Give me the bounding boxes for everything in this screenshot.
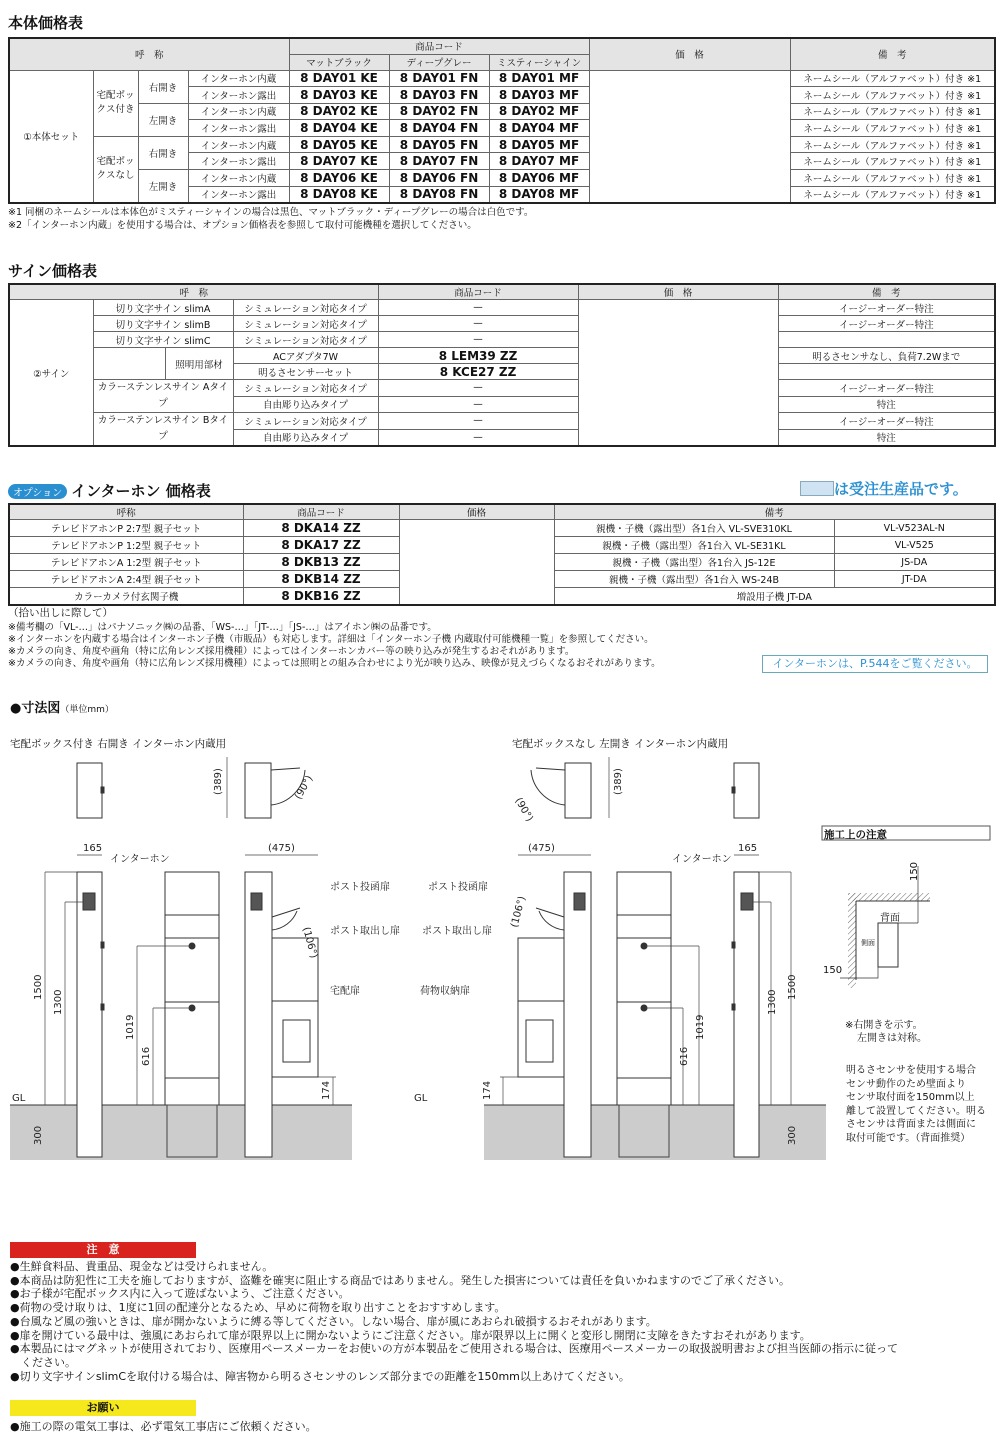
install-side-label: 側面 (861, 939, 875, 947)
drawing-label: 174 (482, 1080, 493, 1100)
drawing-label: (389) (613, 768, 624, 795)
drawing-label: ポスト投函扉 (428, 882, 488, 893)
intercom-reference-link[interactable]: インターホンは、P.544をご覧ください。 (762, 655, 988, 673)
caution-item: ●台風など風の強いときは、扉が開かないように縛る等してください。しない場合、扉が風にあおられ破損するおそれがあります。 (10, 1314, 657, 1328)
table-cell: 増設用子機 JT-DA (554, 588, 995, 605)
install-back-label: 背面 (880, 913, 900, 924)
drawing-label: (90°) (293, 773, 316, 802)
table-cell: テレビドアホンA 2:4型 親子セット (9, 571, 243, 588)
table-cell: 8 DAY05 KE (289, 136, 389, 153)
item-type: シミュレーション対応タイプ (233, 413, 378, 430)
item-remark: イージーオーダー特注 (778, 413, 995, 430)
drawing-label: 300 (787, 1125, 798, 1145)
item-code: — (378, 316, 578, 332)
item-type: シミュレーション対応タイプ (233, 300, 378, 316)
option-note: ※カメラの向き、角度や画角（特に広角レンズ採用機種）によってはインターホンカバー等の映り込みが発生するおそれがあります。 (8, 646, 575, 657)
item-remark: 特注 (778, 429, 995, 446)
header-color: ミスティーシャイン (489, 54, 589, 70)
install-title: 施工上の注意 (824, 829, 887, 841)
install-text-line: 明るさセンサを使用する場合 (846, 1065, 976, 1076)
table-cell: テレビドアホンP 1:2型 親子セット (9, 537, 243, 554)
table-cell: VL-V523AL-N (834, 520, 995, 537)
opening-side: 右開き (138, 136, 188, 169)
header-price: 価 格 (589, 38, 790, 70)
item-remark: イージーオーダー特注 (778, 316, 995, 332)
header-remark: 備 考 (790, 38, 995, 70)
sign-table-title: サイン価格表 (8, 262, 97, 280)
table-cell: ネームシール（アルファベット）付き ※1 (790, 70, 995, 87)
item-name: 切り文字サイン slimC (93, 332, 233, 348)
caution-banner: 注 意 (10, 1242, 196, 1258)
drawing-label: (389) (213, 768, 224, 795)
item-code: — (378, 429, 578, 446)
table-cell: 8 DKA17 ZZ (243, 537, 399, 554)
drawing-label: インターホン (110, 854, 170, 865)
table-cell: 8 DAY03 FN (389, 87, 489, 104)
table-cell: インターホン露出 (188, 186, 289, 203)
table-cell: JT-DA (834, 571, 995, 588)
item-type: シミュレーション対応タイプ (233, 332, 378, 348)
item-name: 照明用部材 (165, 348, 233, 380)
table-cell: JS-DA (834, 554, 995, 571)
table-cell: 8 DAY01 MF (489, 70, 589, 87)
header-code: 商品コード (289, 38, 589, 54)
table-cell: ネームシール（アルファベット）付き ※1 (790, 170, 995, 187)
drawing-label: 1019 (695, 1014, 706, 1040)
item-name: 切り文字サイン slimA (93, 300, 233, 316)
header-remark: 備考 (554, 504, 995, 520)
drawing-label: 1019 (125, 1014, 136, 1040)
drawing-label: 1300 (53, 989, 64, 1015)
item-type: 自由彫り込みタイプ (233, 396, 378, 413)
table-cell: 8 DAY06 MF (489, 170, 589, 187)
table-cell: ネームシール（アルファベット）付き ※1 (790, 120, 995, 137)
table-cell: 8 DAY04 MF (489, 120, 589, 137)
table-cell: 8 DAY07 KE (289, 153, 389, 170)
table-cell: インターホン露出 (188, 120, 289, 137)
table-cell: ネームシール（アルファベット）付き ※1 (790, 103, 995, 120)
left-drawing-title: 宅配ボックス付き 右開き インターホン内蔵用 (10, 738, 227, 750)
table-cell: 8 DAY05 FN (389, 136, 489, 153)
item-code: — (378, 300, 578, 316)
item-code: — (378, 332, 578, 348)
header-code: 商品コード (378, 284, 578, 300)
right-drawing-title: 宅配ボックスなし 左開き インターホン内蔵用 (512, 738, 729, 750)
drawing-label: 174 (321, 1080, 332, 1100)
drawing-label: GL (414, 1093, 428, 1104)
install-text-line: 離して設置してください。明る (846, 1105, 986, 1117)
item-type: 明るさセンサーセット (233, 364, 378, 380)
caution-item: ●本商品は防犯性に工夫を施しておりますが、盗難を確実に阻止する商品ではありません。発生した損害については責任を負いかねますのでご了承ください。 (10, 1273, 791, 1287)
install-dim-back: 150 (909, 861, 921, 882)
header-name: 呼 称 (9, 38, 289, 70)
install-dim-side: 150 (823, 965, 843, 976)
drawing-label: 165 (738, 843, 758, 854)
item-type: シミュレーション対応タイプ (233, 316, 378, 332)
drawing-label: 616 (141, 1046, 152, 1066)
drawing-label: (90°) (512, 796, 535, 824)
item-type: 自由彫り込みタイプ (233, 429, 378, 446)
drawing-title-text: ●寸法図 (10, 701, 61, 716)
table-cell: 親機・子機（露出型）各1台入 VL-SE31KL (554, 537, 834, 554)
table-cell: VL-V525 (834, 537, 995, 554)
table-cell: 親機・子機（露出型）各1台入 JS-12E (554, 554, 834, 571)
table-cell: ネームシール（アルファベット）付き ※1 (790, 136, 995, 153)
caution-item: ●切り文字サインslimCを取付ける場合は、障害物から明るさセンサのレンズ部分までの距離を150mm以上あけてください。 (10, 1369, 630, 1383)
opening-side: 右開き (138, 70, 188, 103)
table-cell: 8 DKB14 ZZ (243, 571, 399, 588)
table-cell: インターホン内蔵 (188, 170, 289, 187)
option-note: ※インターホンを内蔵する場合はインターホン子機（市販品）も対応します。詳細は「インターホン子機 内蔵取付可能機種一覧」を参照してください。 (8, 634, 654, 645)
main-table-title: 本体価格表 (8, 14, 84, 32)
drawing-label: 1500 (787, 974, 798, 1000)
header-color: マットブラック (289, 54, 389, 70)
header-remark: 備 考 (778, 284, 995, 300)
table-cell: 8 DAY01 FN (389, 70, 489, 87)
table-cell: 8 DAY02 FN (389, 103, 489, 120)
table-cell: 8 DAY03 MF (489, 87, 589, 104)
table-cell: 8 DAY04 FN (389, 120, 489, 137)
install-note-2: 左開きは対称。 (857, 1033, 927, 1044)
item-name: カラーステンレスサイン Aタイプ (93, 380, 233, 413)
install-note-1: ※右開きを示す。 (845, 1020, 923, 1031)
item-name: 切り文字サイン slimB (93, 316, 233, 332)
caution-item: ください。 (10, 1355, 76, 1369)
header-code: 商品コード (243, 504, 399, 520)
box-type: 宅配ボックス付き (93, 70, 138, 136)
caution-item: ●生鮮食料品、貴重品、現金などは受けられません。 (10, 1260, 274, 1273)
drawing-label: GL (12, 1093, 26, 1104)
table-cell: 8 DAY02 KE (289, 103, 389, 120)
table-cell: 8 DAY04 KE (289, 120, 389, 137)
drawing-label: 宅配扉 (330, 986, 360, 997)
item-code: — (378, 380, 578, 397)
drawing-label: 1500 (33, 974, 44, 1000)
item-remark: 特注 (778, 396, 995, 413)
legend-text: は受注生産品です。 (834, 480, 968, 498)
group-label: ①本体セット (9, 70, 93, 203)
table-cell: 8 DKA14 ZZ (243, 520, 399, 537)
table-cell: 8 DAY02 MF (489, 103, 589, 120)
header-price: 価格 (399, 504, 554, 520)
request-banner: お願い (10, 1400, 196, 1416)
drawing-label: (106°) (509, 895, 529, 929)
option-tag: オプション (8, 484, 67, 499)
table-cell: インターホン内蔵 (188, 70, 289, 87)
header-name: 呼 称 (9, 284, 378, 300)
drawing-label: 300 (33, 1125, 44, 1145)
drawing-label: ポスト投函扉 (330, 882, 390, 893)
table-cell: ネームシール（アルファベット）付き ※1 (790, 153, 995, 170)
main-note-1: ※1 同梱のネームシールは本体色がミスティーシャインの場合は黒色、マットブラック・ディープグレーの場合は白色です。 (8, 207, 534, 218)
drawing-label: インターホン (672, 854, 732, 865)
table-cell: インターホン露出 (188, 153, 289, 170)
table-cell: 8 DAY08 KE (289, 186, 389, 203)
option-note: ※カメラの向き、角度や画角（特に広角レンズ採用機種）によっては照明との組み合わせにより光が映り込み、映像が見えづらくなるおそれがあります。 (8, 658, 661, 669)
drawing-label: 1300 (767, 989, 778, 1015)
table-cell: 親機・子機（露出型）各1台入 VL-SVE310KL (554, 520, 834, 537)
opening-side: 左開き (138, 103, 188, 136)
header-color: ディープグレー (389, 54, 489, 70)
drawing-label: (475) (528, 843, 555, 854)
table-cell: 親機・子機（露出型）各1台入 WS-24B (554, 571, 834, 588)
item-name: カラーステンレスサイン Bタイプ (93, 413, 233, 447)
caution-item: ●荷物の受け取りは、1度に1回の配達分となるため、早めに荷物を取り出すことをおすすめします。 (10, 1301, 506, 1315)
install-diagram (822, 826, 990, 988)
drawing-label: ポスト取出し扉 (422, 926, 492, 937)
install-text-line: 取付可能です。（背面推奨） (846, 1132, 971, 1144)
table-cell: インターホン内蔵 (188, 136, 289, 153)
item-code: — (378, 396, 578, 413)
table-cell: インターホン露出 (188, 87, 289, 104)
table-cell: 8 DKB13 ZZ (243, 554, 399, 571)
item-remark: イージーオーダー特注 (778, 380, 995, 397)
table-cell: 8 DAY07 FN (389, 153, 489, 170)
item-type: ACアダプタ7W (233, 348, 378, 364)
group-label: ②サイン (9, 300, 93, 447)
caution-item: ●本製品にはマグネットが使用されており、医療用ペースメーカーをお使いの方が本製品をご使用される場合は、医療用ペースメーカーの取扱説明書および担当医師の指示に従って (10, 1342, 898, 1356)
drawing-label: ポスト取出し扉 (330, 926, 400, 937)
table-cell: 8 DAY08 MF (489, 186, 589, 203)
caution-item: ●扉を開けている最中は、強風にあおられて扉が限界以上に開かないようにご注意ください。扉が限界以上に開くと変形し開閉に支障をきたすおそれがあります。 (10, 1328, 811, 1342)
drawing-label: (106°) (300, 925, 319, 960)
item-code: 8 LEM39 ZZ (378, 348, 578, 364)
table-cell: テレビドアホンA 1:2型 親子セット (9, 554, 243, 571)
table-cell: カラーカメラ付玄関子機 (9, 588, 243, 605)
table-cell: 8 DAY08 FN (389, 186, 489, 203)
table-cell: インターホン内蔵 (188, 103, 289, 120)
header-price: 価 格 (578, 284, 778, 300)
table-cell: 8 DAY06 FN (389, 170, 489, 187)
left-drawing (10, 757, 352, 1160)
table-cell: ネームシール（アルファベット）付き ※1 (790, 186, 995, 203)
main-note-2: ※2「インターホン内蔵」を使用する場合は、オプション価格表を参照して取付可能機種を選択してください。 (8, 220, 477, 231)
option-title: インターホン 価格表 (71, 482, 211, 500)
install-text-line: センサ取付面を150mm以上 (846, 1092, 975, 1103)
install-text-line: センサ動作のため壁面より (846, 1078, 966, 1090)
drawing-label: 616 (679, 1046, 690, 1066)
table-cell: テレビドアホンP 2:7型 親子セット (9, 520, 243, 537)
table-cell: 8 DAY07 MF (489, 153, 589, 170)
item-remark: 明るさセンサなし、負荷7.2Wまで (778, 348, 995, 364)
drawing-label: 荷物収納扉 (420, 986, 470, 997)
drawing-label: 165 (83, 843, 103, 854)
table-cell: 8 DKB16 ZZ (243, 588, 399, 605)
box-type: 宅配ボックスなし (93, 136, 138, 202)
item-code: 8 KCE27 ZZ (378, 364, 578, 380)
table-cell: 8 DAY06 KE (289, 170, 389, 187)
drawing-unit: （単位mm） (60, 705, 114, 715)
header-name: 呼称 (9, 504, 243, 520)
item-remark: イージーオーダー特注 (778, 300, 995, 316)
option-note: （拾い出しに際して） (8, 607, 113, 619)
item-type: シミュレーション対応タイプ (233, 380, 378, 397)
option-note: ※備考欄の「VL-…」はパナソニック㈱の品番、「WS-…」「JT-…」「JS-…」はアイホン㈱の品番です。 (8, 622, 437, 633)
opening-side: 左開き (138, 170, 188, 203)
table-cell: 8 DAY01 KE (289, 70, 389, 87)
caution-item: ●お子様が宅配ボックス内に入って遊ばないよう、ご注意ください。 (10, 1287, 350, 1301)
table-cell: ネームシール（アルファベット）付き ※1 (790, 87, 995, 104)
table-cell: 8 DAY05 MF (489, 136, 589, 153)
drawing-label: (475) (268, 843, 295, 854)
item-code: — (378, 413, 578, 430)
install-text-line: さセンサは背面または側面に (846, 1119, 976, 1130)
request-item: ●施工の際の電気工事は、必ず電気工事店にご依頼ください。 (10, 1420, 317, 1433)
table-cell: 8 DAY03 KE (289, 87, 389, 104)
